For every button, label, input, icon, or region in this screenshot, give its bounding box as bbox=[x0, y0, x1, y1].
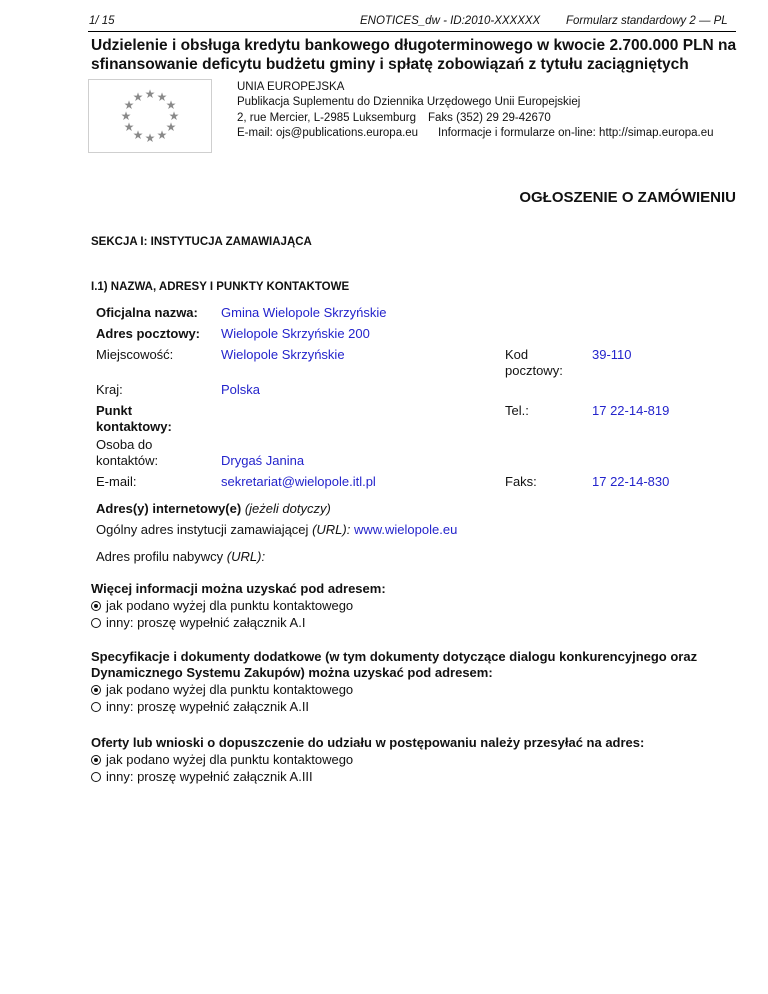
form-name: Formularz standardowy 2 — PL bbox=[566, 15, 728, 27]
country-value: Polska bbox=[221, 382, 261, 397]
svg-text:★: ★ bbox=[144, 87, 156, 101]
radio-selected-icon[interactable] bbox=[91, 685, 101, 695]
svg-text:★: ★ bbox=[132, 128, 144, 142]
publisher-publication: Publikacja Suplementu do Dziennika Urzędowego Unii Europejskiej bbox=[237, 96, 581, 108]
general-url-link[interactable]: www.wielopole.eu bbox=[353, 522, 458, 537]
internet-heading-note: (jeżeli dotyczy) bbox=[244, 501, 331, 516]
publisher-email: E-mail: ojs@publications.europa.eu bbox=[237, 127, 419, 139]
contact-person-label: Osoba do kontaktów: bbox=[96, 437, 159, 468]
offers-option-1-label: jak podano wyżej dla punktu kontaktowego bbox=[106, 752, 354, 767]
radio-empty-icon[interactable] bbox=[91, 618, 101, 628]
header-rule bbox=[88, 31, 736, 32]
more-info-option-2[interactable] bbox=[91, 615, 305, 631]
general-url-note: (URL): bbox=[312, 522, 351, 537]
radio-empty-icon[interactable] bbox=[91, 702, 101, 712]
eu-flag-icon bbox=[88, 79, 212, 153]
fax-label: Faks: bbox=[505, 474, 537, 489]
postcode-label: Kod pocztowy: bbox=[505, 347, 563, 378]
more-info-option-1-label: jak podano wyżej dla punktu kontaktowego bbox=[106, 598, 354, 613]
buyer-profile-note: (URL): bbox=[226, 549, 266, 564]
internet-heading-text: Adres(y) internetowy(e) bbox=[96, 501, 242, 516]
publisher-fax: Faks (352) 29 29-42670 bbox=[428, 112, 551, 124]
buyer-profile-label: Adres profilu nabywcy bbox=[96, 549, 224, 564]
subsection-title: I.1) NAZWA, ADRESY I PUNKTY KONTAKTOWE bbox=[91, 281, 350, 293]
svg-text:★: ★ bbox=[156, 90, 168, 104]
tel-value: 17 22-14-819 bbox=[592, 403, 670, 418]
svg-text:★: ★ bbox=[123, 120, 135, 134]
specs-question: Specyfikacje i dokumenty dodatkowe (w tym dokumenty dotyczące dialogu konkurencyjnego oraz Dynamicznego Systemu Zakupów) można uzyskać pod adresem: bbox=[91, 649, 698, 680]
specs-option-1-label: jak podano wyżej dla punktu kontaktowego bbox=[106, 682, 354, 697]
svg-text:★: ★ bbox=[156, 128, 168, 142]
section-title: SEKCJA I: INSTYTUCJA ZAMAWIAJĄCA bbox=[91, 236, 312, 248]
postcode-value: 39-110 bbox=[592, 347, 632, 362]
publisher-name: UNIA EUROPEJSKA bbox=[237, 81, 345, 93]
notice-type-title: OGŁOSZENIE O ZAMÓWIENIU bbox=[519, 189, 736, 206]
postal-address-value: Wielopole Skrzyńskie 200 bbox=[221, 326, 370, 341]
page-number: 1/ 15 bbox=[89, 15, 115, 27]
specs-option-2-label: inny: proszę wypełnić załącznik A.II bbox=[106, 699, 310, 714]
more-info-question: Więcej informacji można uzyskać pod adresem: bbox=[91, 581, 386, 596]
radio-empty-icon[interactable] bbox=[91, 772, 101, 782]
contact-person-value: Drygaś Janina bbox=[221, 453, 305, 468]
radio-selected-icon[interactable] bbox=[91, 755, 101, 765]
buyer-profile-row bbox=[96, 549, 265, 565]
contact-point-label: Punkt kontaktowy: bbox=[96, 403, 172, 434]
eu-stars-icon bbox=[89, 80, 211, 152]
offers-option-2-label: inny: proszę wypełnić załącznik A.III bbox=[106, 769, 313, 784]
svg-text:★: ★ bbox=[165, 98, 177, 112]
official-name-label: Oficjalna nazwa: bbox=[96, 305, 198, 320]
document-id: ENOTICES_dw - ID:2010-XXXXXX bbox=[360, 15, 541, 27]
publisher-address: 2, rue Mercier, L-2985 Luksemburg bbox=[237, 112, 416, 124]
postal-address-label: Adres pocztowy: bbox=[96, 326, 201, 341]
offers-question: Oferty lub wnioski o dopuszczenie do udziału w postępowaniu należy przesyłać na adres: bbox=[91, 735, 645, 750]
svg-text:★: ★ bbox=[168, 109, 180, 123]
radio-selected-icon[interactable] bbox=[91, 601, 101, 611]
fax-value: 17 22-14-830 bbox=[592, 474, 670, 489]
internet-addresses-heading bbox=[96, 501, 331, 517]
notice-subject-title: Udzielenie i obsługa kredytu bankowego długoterminowego w kwocie 2.700.000 PLN na sfinansowanie deficytu budżetu gminy i spłatę zobowiązań z tytułu zaciągniętych bbox=[91, 37, 737, 73]
more-info-option-1[interactable] bbox=[91, 598, 353, 614]
svg-text:★: ★ bbox=[123, 98, 135, 112]
svg-text:★: ★ bbox=[165, 120, 177, 134]
city-label: Miejscowość: bbox=[96, 347, 174, 362]
general-url-row bbox=[96, 522, 457, 538]
publisher-info: Informacje i formularze on-line: http://simap.europa.eu bbox=[438, 127, 714, 139]
city-value: Wielopole Skrzyńskie bbox=[221, 347, 345, 362]
tel-label: Tel.: bbox=[505, 403, 529, 418]
specs-option-2[interactable] bbox=[91, 699, 309, 715]
general-url-label: Ogólny adres instytucji zamawiającej bbox=[96, 522, 309, 537]
offers-option-2[interactable] bbox=[91, 769, 313, 785]
official-name-value: Gmina Wielopole Skrzyńskie bbox=[221, 305, 387, 320]
svg-text:★: ★ bbox=[132, 90, 144, 104]
email-label: E-mail: bbox=[96, 474, 137, 489]
svg-text:★: ★ bbox=[144, 131, 156, 145]
country-label: Kraj: bbox=[96, 382, 123, 397]
more-info-option-2-label: inny: proszę wypełnić załącznik A.I bbox=[106, 615, 306, 630]
svg-text:★: ★ bbox=[120, 109, 132, 123]
offers-option-1[interactable] bbox=[91, 752, 353, 768]
specs-option-1[interactable] bbox=[91, 682, 353, 698]
email-value[interactable]: sekretariat@wielopole.itl.pl bbox=[221, 474, 376, 489]
